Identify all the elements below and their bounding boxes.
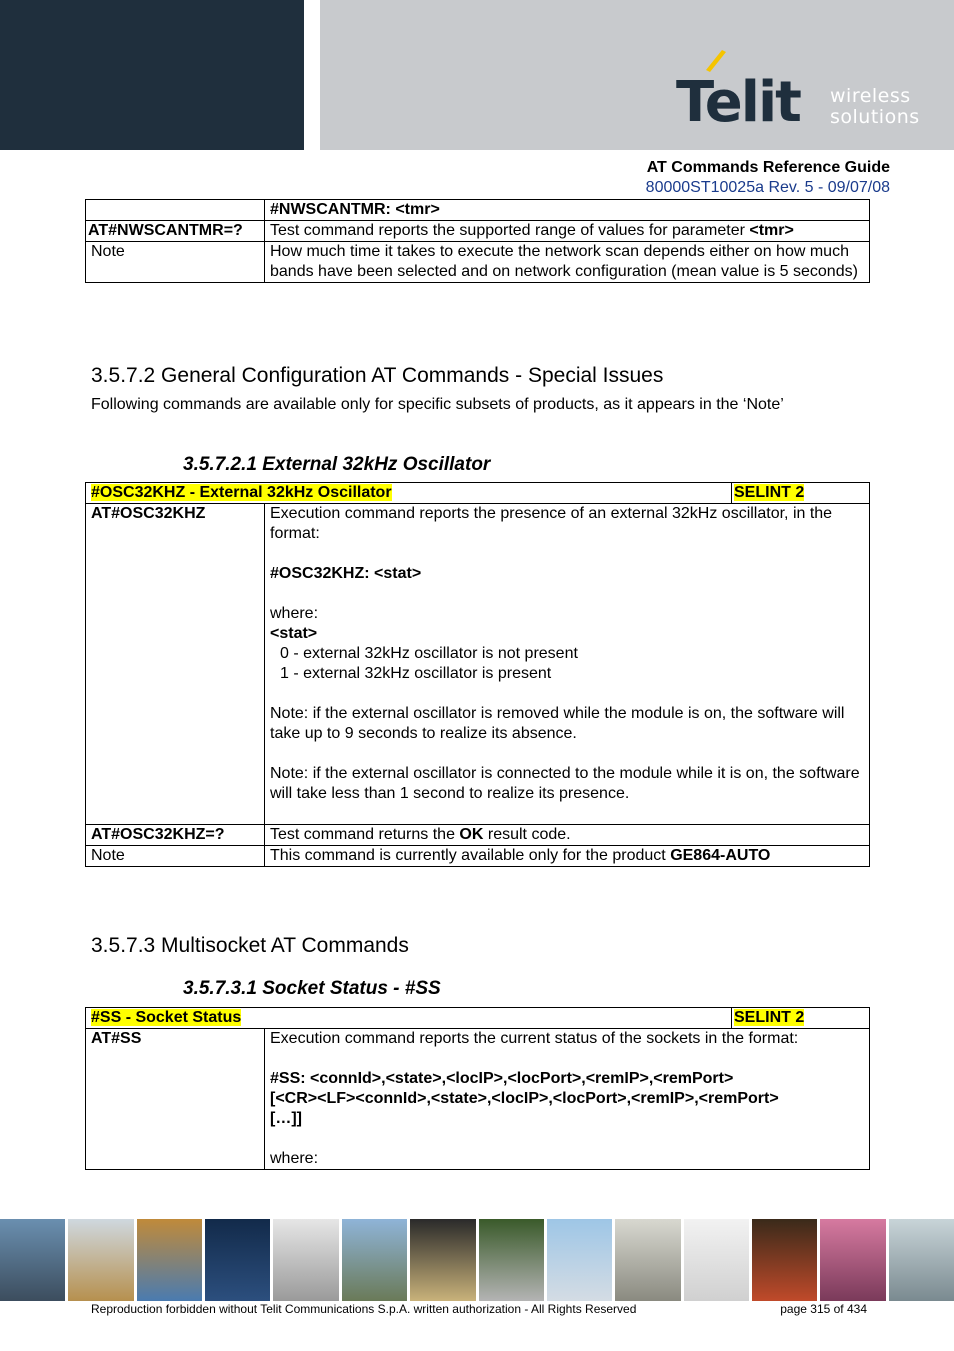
photo — [889, 1219, 954, 1301]
document-title: AT Commands Reference Guide — [646, 159, 890, 176]
description-cell: Test command reports the supported range of values for parameter <tmr> — [265, 221, 870, 242]
logo-text: Telit — [676, 70, 800, 135]
description-cell: Execution command reports the current status of the sockets in the format: #SS: <connId>,<state>,<locIP>,<locPort>,<remIP>,<remPort> [<CR><LF><connId>,<state>,<locIP>,<locPort>,<remIP>,<remPort> […]] where: — [265, 1029, 870, 1170]
photo — [137, 1219, 202, 1301]
footer — [91, 1302, 867, 1316]
page-number: page 315 of 434 — [780, 1302, 867, 1316]
description-cell: Execution command reports the presence of an external 32kHz oscillator, in the format: #OSC32KHZ: <stat> where: <stat> 0 - external 32kHz oscillator is not present 1 - external 32kHz oscillator is present Note: if the external oscillator is removed while the module is on, the software will take up to 9 seconds to realize its absence. Note: if the external oscillator is connected to the module while it is on, the software will take less than 1 second to realize its presence. — [265, 504, 870, 825]
photo — [615, 1219, 680, 1301]
table-row — [86, 1029, 870, 1170]
command-title: #SS - Socket Status — [91, 1009, 242, 1026]
section-heading: 3.5.7.2 General Configuration AT Commands - Special Issues — [91, 364, 664, 387]
command-title: #OSC32KHZ - External 32kHz Oscillator — [91, 484, 392, 501]
section-intro: Following commands are available only for specific subsets of products, as it appears in the ‘Note’ — [91, 396, 784, 413]
photo — [752, 1219, 817, 1301]
table-row — [86, 200, 870, 221]
description-cell: Test command returns the OK result code. — [265, 825, 870, 846]
photo — [547, 1219, 612, 1301]
logo-tagline-2: solutions — [830, 106, 920, 128]
osc32khz-table — [85, 482, 870, 867]
section-heading: 3.5.7.3 Multisocket AT Commands — [91, 934, 409, 957]
selint-badge: SELINT 2 — [734, 484, 805, 501]
photo — [342, 1219, 407, 1301]
logo-tagline — [830, 86, 920, 128]
note-text: How much time it takes to execute the network scan depends either on how much bands have been selected and on network configuration (mean value is 5 seconds) — [265, 242, 870, 283]
ss-table — [85, 1007, 870, 1170]
note-label: Note — [86, 242, 265, 283]
table-row — [86, 221, 870, 242]
photo — [479, 1219, 544, 1301]
photo — [273, 1219, 338, 1301]
command-cell: AT#OSC32KHZ — [86, 504, 265, 825]
document-revision: 80000ST10025a Rev. 5 - 09/07/08 — [645, 179, 890, 196]
selint-badge: SELINT 2 — [734, 1009, 805, 1026]
header-dark-panel — [0, 0, 304, 150]
footer-photo-strip — [0, 1219, 954, 1301]
command-cell: AT#SS — [86, 1029, 265, 1170]
response-format: #NWSCANTMR: <tmr> — [265, 200, 870, 221]
photo — [205, 1219, 270, 1301]
command-cell: AT#NWSCANTMR=? — [86, 221, 265, 242]
table-row — [86, 846, 870, 867]
photo — [68, 1219, 133, 1301]
note-text: This command is currently available only for the product GE864-AUTO — [265, 846, 870, 867]
subsection-heading: 3.5.7.2.1 External 32kHz Oscillator — [183, 454, 491, 475]
table-row — [86, 825, 870, 846]
photo — [684, 1219, 749, 1301]
copyright-text: Reproduction forbidden without Telit Communications S.p.A. written authorization - All Rights Reserved — [91, 1302, 637, 1316]
subsection-heading: 3.5.7.3.1 Socket Status - #SS — [183, 978, 441, 999]
photo — [0, 1219, 65, 1301]
table-title-row — [86, 483, 870, 504]
note-label: Note — [86, 846, 265, 867]
table-row — [86, 504, 870, 825]
command-cell: AT#OSC32KHZ=? — [86, 825, 265, 846]
logo-tagline-1: wireless — [830, 85, 911, 107]
nwscantmr-table — [85, 199, 870, 283]
photo — [410, 1219, 475, 1301]
photo — [820, 1219, 885, 1301]
document-title-block — [646, 158, 890, 198]
table-row — [86, 242, 870, 283]
table-title-row — [86, 1008, 870, 1029]
